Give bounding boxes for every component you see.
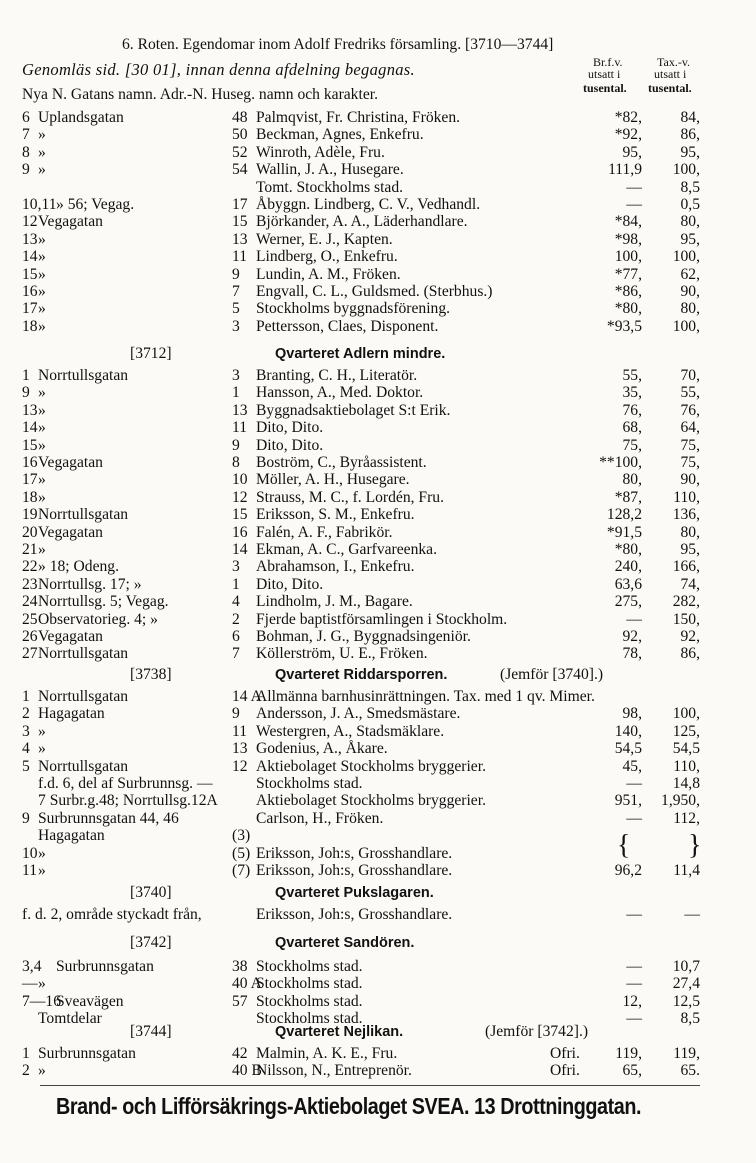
owner-entry: Möller, A. H., Husegare. (256, 471, 410, 489)
street-name: » 56; Vegag. (56, 196, 135, 213)
owner-entry: Lundin, A. M., Fröken. (256, 265, 401, 283)
street-name: Vegagatan (38, 213, 103, 231)
entry-number: 27 (22, 645, 38, 663)
entry-number: 18 (22, 317, 38, 335)
owner-entry: Köllerström, U. E., Fröken. (256, 645, 428, 663)
address-number: 4 (232, 593, 240, 611)
entry-number: 1 (22, 1045, 30, 1062)
value-brfv: — (626, 1010, 642, 1028)
value-taxv: 110, (673, 757, 700, 775)
street-name: » (38, 740, 46, 758)
street-name: » (38, 862, 46, 879)
entry-number: 1 (22, 688, 30, 705)
owner-entry: Aktiebolaget Stockholms bryggerier. (256, 757, 486, 775)
owner-entry: Stockholms stad. (256, 992, 363, 1010)
value-taxv: 92, (680, 628, 700, 645)
value-taxv: 95, (680, 143, 700, 161)
value-taxv: 64, (680, 419, 700, 437)
value-brfv: 35, (622, 384, 642, 402)
entry-number: 9 (22, 809, 30, 827)
street-name: » (38, 419, 46, 437)
address-number: 1 (232, 575, 240, 593)
street-name: Vegagatan (38, 454, 103, 471)
owner-entry: Stockholms byggnadsförening. (256, 300, 451, 318)
entry-number: 12 (22, 213, 38, 231)
value-brfv: 68, (622, 419, 642, 437)
address-number: 11 (232, 419, 248, 437)
value-taxv: 100, (672, 248, 700, 266)
address-number: 17 (232, 196, 248, 213)
owner-entry: Werner, E. J., Kapten. (256, 230, 393, 248)
address-number: 9 (232, 436, 240, 454)
entry-number: 22 (22, 558, 38, 576)
block-note: (Jemför [3740].) (500, 666, 604, 683)
entry-number: 24 (22, 593, 38, 611)
owner-entry: Åbyggn. Lindberg, C. V., Vedhandl. (256, 196, 481, 213)
address-number: 57 (232, 992, 248, 1010)
street-name: Norrtullsg. 5; Vegag. (38, 593, 169, 611)
value-brfv: *93,5 (606, 317, 642, 335)
street-name: » (38, 436, 46, 454)
street-name: Sveavägen (56, 992, 124, 1010)
value-brfv: — (626, 958, 642, 975)
column-header-left: Nya N. Gatans namn. Adr.-N. Huseg. namn och karakter. (22, 86, 378, 103)
value-brfv: — (626, 809, 642, 827)
entry-number: 5 (22, 757, 30, 775)
owner-entry: Strauss, M. C., f. Lordén, Fru. (256, 488, 444, 506)
value-taxv: 119, (673, 1045, 700, 1062)
street-name: » (38, 844, 46, 862)
owner-entry: Beckman, Agnes, Enkefru. (256, 126, 424, 144)
value-brfv: 100, (614, 248, 642, 266)
address-number: 14 (232, 541, 248, 558)
value-taxv: 62, (680, 265, 700, 283)
owner-entry: Byggnadsaktiebolaget S:t Erik. (256, 401, 451, 419)
value-brfv: 98, (622, 705, 642, 723)
footer-advertisement: Brand- och Lifförsäkrings-Aktiebolaget SVEA. 13 Drottninggatan. (56, 1093, 642, 1119)
value-taxv: 84, (680, 109, 700, 126)
address-number: 12 (232, 757, 248, 775)
value-taxv: 95, (680, 541, 700, 558)
owner-entry: Winroth, Adèle, Fru. (256, 143, 385, 161)
street-name: Tomtdelar (38, 1010, 102, 1028)
owner-entry: Godenius, A., Åkare. (256, 740, 388, 758)
street-name: » (38, 384, 46, 402)
address-number: 15 (232, 213, 248, 231)
entry-number: 10,11 (22, 196, 57, 213)
value-taxv: 150, (672, 610, 700, 628)
value-taxv: 80, (680, 300, 700, 318)
value-taxv: 282, (672, 593, 700, 611)
address-number: 5 (232, 300, 240, 318)
address-number: 7 (232, 645, 240, 663)
address-number: 10 (232, 471, 248, 489)
value-brfv: 12, (622, 992, 642, 1010)
column-header-taxv-2: utsatt i (654, 67, 687, 81)
owner-entry: Ekman, A. C., Garfvareenka. (256, 541, 437, 558)
address-number: 40 B (232, 1062, 262, 1080)
owner-entry: Dito, Dito. (256, 419, 324, 437)
street-name: » (38, 975, 46, 993)
street-name: f.d. 6, del af Surbrunnsg. — (38, 775, 213, 792)
value-brfv: *98, (614, 230, 642, 248)
street-name: » (38, 248, 46, 266)
value-brfv: 95, (622, 143, 642, 161)
street-name: » (38, 283, 46, 300)
street-name: » (38, 401, 46, 419)
street-name: Hagagatan (38, 705, 105, 723)
value-taxv: 8,5 (680, 1010, 700, 1028)
owner-entry: Aktiebolaget Stockholms bryggerier. (256, 792, 486, 810)
value-brfv: 55, (622, 367, 642, 384)
address-number: 50 (232, 126, 248, 144)
value-brfv: — (626, 610, 642, 628)
value-taxv: 14,8 (672, 775, 700, 792)
status-entry: Ofri. (550, 1045, 580, 1062)
owner-entry: Eriksson, Joh:s, Grosshandlare. (256, 906, 453, 923)
value-brfv: — (626, 775, 642, 792)
block-title: Qvarteret Pukslagaren. (275, 885, 434, 901)
value-taxv: 100, (672, 705, 700, 723)
value-taxv: 12,5 (672, 992, 700, 1010)
value-brfv: *82, (614, 109, 642, 126)
street-name: Observatorieg. 4; » (38, 610, 158, 628)
address-number: 13 (232, 740, 248, 758)
entry-number: 16 (22, 454, 38, 471)
column-header-brfv: Br.f.v. (593, 55, 623, 69)
address-number: 12 (232, 488, 248, 506)
street-name: Uplandsgatan (38, 109, 124, 126)
owner-entry: Dito, Dito. (256, 575, 324, 593)
street-name: » (38, 488, 46, 506)
value-brfv: 54,5 (614, 740, 642, 758)
value-taxv: 65. (680, 1062, 700, 1080)
value-taxv: 95, (680, 230, 700, 248)
owner-entry: Nilsson, N., Entreprenör. (256, 1062, 412, 1080)
address-number: (5) (232, 844, 251, 862)
owner-entry: Dito, Dito. (256, 436, 324, 454)
entry-number: 18 (22, 488, 38, 506)
value-brfv: 951, (614, 792, 642, 810)
address-number: 16 (232, 523, 248, 541)
entry-number: 15 (22, 265, 38, 283)
owner-entry: Hansson, A., Med. Doktor. (256, 384, 424, 402)
value-brfv: 111,9 (608, 161, 642, 179)
value-brfv: *84, (614, 213, 642, 231)
entry-number: 9 (22, 384, 30, 402)
owner-entry: Andersson, J. A., Smedsmästare. (256, 705, 461, 723)
street-name: » (38, 230, 46, 248)
owner-entry: Engvall, C. L., Guldsmed. (Sterbhus.) (256, 283, 493, 300)
owner-entry: Wallin, J. A., Husegare. (256, 161, 404, 179)
value-taxv: 80, (680, 213, 700, 231)
entry-number: 13 (22, 401, 38, 419)
value-brfv: 128,2 (606, 506, 642, 524)
address-number: 15 (232, 506, 248, 524)
street-name: » (38, 317, 46, 335)
owner-entry: Boström, C., Byråassistent. (256, 454, 427, 471)
value-brfv: 75, (622, 436, 642, 454)
entry-number: 3,4 (22, 958, 42, 975)
address-number: 52 (232, 143, 248, 161)
address-number: 13 (232, 401, 248, 419)
street-name: Vegagatan (38, 628, 103, 645)
address-number: (7) (232, 862, 251, 879)
street-name: » (38, 161, 46, 179)
address-number: 11 (232, 722, 248, 740)
address-number: 9 (232, 705, 240, 723)
owner-entry: Eriksson, Joh:s, Grosshandlare. (256, 844, 453, 862)
owner-entry: Malmin, A. K. E., Fru. (256, 1045, 398, 1062)
value-brfv: — (626, 975, 642, 993)
entry-number: 3 (22, 722, 30, 740)
value-taxv: 55, (680, 384, 700, 402)
value-taxv: 100, (672, 161, 700, 179)
value-brfv: 63,6 (614, 575, 642, 593)
street-name: Surbrunnsgatan (38, 1045, 136, 1062)
entry-number: 2 (22, 705, 30, 723)
street-name: Surbrunnsgatan 44, 46 (38, 809, 179, 827)
entry-number: 7—16 (22, 992, 61, 1010)
value-taxv: 10,7 (672, 958, 700, 975)
page-heading: 6. Roten. Egendomar inom Adolf Fredriks församling. [3710—3744] (122, 36, 554, 53)
address-number: 7 (232, 283, 240, 300)
value-taxv: 80, (680, 523, 700, 541)
address-number: 3 (232, 558, 240, 576)
value-brfv: *80, (614, 541, 642, 558)
value-brfv: 45, (622, 757, 642, 775)
block-title: Qvarteret Adlern mindre. (275, 346, 446, 362)
address-number: (3) (232, 827, 251, 845)
value-brfv: — (626, 196, 642, 213)
owner-entry: Stockholms stad. (256, 1010, 363, 1028)
owner-entry: Eriksson, Joh:s, Grosshandlare. (256, 862, 453, 879)
entry-number: — (22, 975, 38, 993)
value-brfv: — (626, 906, 642, 923)
value-taxv: 136, (672, 506, 700, 524)
column-header-taxv-3: tusental. (648, 81, 692, 95)
owner-entry: Allmänna barnhusinrättningen. Tax. med 1 qv. Mimer. (256, 688, 595, 705)
entry-number: 8 (22, 143, 30, 161)
value-brfv: 80, (622, 471, 642, 489)
value-brfv: 76, (622, 401, 642, 419)
block-number: [3712] (130, 345, 172, 362)
street-name: » (38, 1062, 46, 1080)
value-brfv: *80, (614, 300, 642, 318)
address-number: 8 (232, 454, 240, 471)
value-taxv: 90, (680, 283, 700, 300)
entry-number: 21 (22, 541, 38, 558)
street-name: » (38, 265, 46, 283)
entry-number: 16 (22, 283, 38, 300)
value-taxv: 125, (672, 722, 700, 740)
value-taxv: 86, (680, 126, 700, 144)
owner-entry: Pettersson, Claes, Disponent. (256, 317, 439, 335)
value-taxv: 1,950, (661, 792, 700, 810)
value-taxv: 8,5 (680, 178, 700, 196)
entry-number: 15 (22, 436, 38, 454)
street-name: Norrtullsgatan (38, 688, 129, 705)
entry-number: 9 (22, 161, 30, 179)
address-number: 9 (232, 265, 240, 283)
street-name: Vegagatan (38, 523, 103, 541)
entry-number: 25 (22, 610, 38, 628)
page-subheading: Genomläs sid. [30 01], innan denna afdelning begagnas. (22, 60, 415, 79)
column-header-taxv: Tax.-v. (657, 55, 691, 69)
street-name: 7 Surbr.g.48; Norrtullsg.12A (38, 792, 218, 810)
street-name: » (38, 471, 46, 489)
value-taxv: 0,5 (680, 196, 700, 213)
brace-right: } (688, 830, 702, 861)
entry-number: 1 (22, 367, 30, 384)
address-number: 13 (232, 230, 248, 248)
value-taxv: 112, (673, 809, 700, 827)
block-title: Qvarteret Sandören. (275, 935, 415, 951)
address-number: 40 A (232, 975, 262, 993)
entry-number: 23 (22, 575, 38, 593)
address-number: 54 (232, 161, 248, 179)
entry-number: 17 (22, 300, 38, 318)
block-number: [3740] (130, 884, 172, 901)
block-title: Qvarteret Nejlikan. (275, 1024, 404, 1040)
brace-left: { (617, 830, 631, 861)
status-entry: Ofri. (550, 1062, 580, 1080)
value-brfv: *92, (614, 126, 642, 144)
value-taxv: 70, (680, 367, 700, 384)
value-brfv: — (626, 178, 642, 196)
value-taxv: 110, (673, 488, 700, 506)
address-number: 6 (232, 628, 240, 645)
entry-number: 17 (22, 471, 38, 489)
street-name: » (38, 143, 46, 161)
value-taxv: 75, (680, 454, 700, 471)
street-name: » (38, 541, 46, 558)
entry-number: 4 (22, 740, 30, 758)
entry-number: f. d. 2, område styckadt från, (22, 906, 202, 923)
value-brfv: 140, (614, 722, 642, 740)
entry-number: 7 (22, 126, 30, 144)
entry-number: 20 (22, 523, 38, 541)
entry-number: 14 (22, 419, 38, 437)
value-brfv: *87, (614, 488, 642, 506)
street-name: Norrtullsgatan (38, 645, 129, 663)
value-taxv: — (684, 906, 700, 923)
entry-number: 11 (22, 862, 38, 879)
owner-entry: Falén, A. F., Fabrikör. (256, 523, 393, 541)
owner-entry: Palmqvist, Fr. Christina, Fröken. (256, 109, 461, 126)
block-note: (Jemför [3742].) (485, 1023, 589, 1040)
entry-number: 10 (22, 844, 38, 862)
owner-entry: Branting, C. H., Literatör. (256, 367, 418, 384)
owner-entry: Fjerde baptistförsamlingen i Stockholm. (256, 610, 508, 628)
entry-number: 14 (22, 248, 38, 266)
owner-entry: Carlson, H., Fröken. (256, 809, 384, 827)
street-name: Norrtullsg. 17; » (38, 575, 142, 593)
value-brfv: 275, (614, 593, 642, 611)
owner-entry: Bohman, J. G., Byggnadsingeniör. (256, 628, 471, 645)
value-brfv: 78, (622, 645, 642, 663)
value-taxv: 75, (680, 436, 700, 454)
value-brfv: *91,5 (606, 523, 642, 541)
value-taxv: 90, (680, 471, 700, 489)
address-number: 48 (232, 109, 248, 126)
street-name: » (38, 300, 46, 318)
owner-entry: Stockholms stad. (256, 958, 363, 975)
block-number: [3738] (130, 666, 172, 683)
address-number: 3 (232, 317, 240, 335)
address-number: 38 (232, 958, 248, 975)
value-brfv: **100, (599, 454, 642, 471)
entry-number: 13 (22, 230, 38, 248)
block-number: [3744] (130, 1023, 172, 1040)
owner-entry: Tomt. Stockholms stad. (256, 178, 404, 196)
address-number: 42 (232, 1045, 248, 1062)
block-number: [3742] (130, 934, 172, 951)
column-header-brfv-2: utsatt i (588, 67, 621, 81)
value-brfv: 92, (622, 628, 642, 645)
owner-entry: Björkander, A. A., Läderhandlare. (256, 213, 468, 231)
address-number: 1 (232, 384, 240, 402)
street-name: » (38, 126, 46, 144)
street-name: Norrtullsgatan (38, 367, 129, 384)
address-number: 11 (232, 248, 248, 266)
address-number: 3 (232, 367, 240, 384)
value-taxv: 27,4 (672, 975, 700, 993)
owner-entry: Westergren, A., Stadsmäklare. (256, 722, 445, 740)
owner-entry: Stockholms stad. (256, 775, 363, 792)
value-taxv: 166, (672, 558, 700, 576)
column-header-brfv-3: tusental. (583, 81, 627, 95)
block-title: Qvarteret Riddarsporren. (275, 667, 448, 683)
entry-number: 2 (22, 1062, 30, 1080)
value-brfv: 65, (622, 1062, 642, 1080)
owner-entry: Abrahamson, I., Enkefru. (256, 558, 415, 576)
value-brfv: *86, (614, 283, 642, 300)
value-brfv: 119, (615, 1045, 642, 1062)
owner-entry: Lindholm, J. M., Bagare. (256, 593, 413, 611)
value-taxv: 86, (680, 645, 700, 663)
value-taxv: 11,4 (673, 862, 700, 879)
street-name: » (38, 722, 46, 740)
entry-number: 26 (22, 628, 38, 645)
street-name: Hagagatan (38, 827, 105, 845)
street-name: Norrtullsgatan (38, 506, 129, 524)
street-name: » 18; Odeng. (38, 558, 119, 576)
address-number: 2 (232, 610, 240, 628)
owner-entry: Lindberg, O., Enkefru. (256, 248, 398, 266)
street-name: Norrtullsgatan (38, 757, 129, 775)
value-taxv: 74, (680, 575, 700, 593)
value-taxv: 100, (672, 317, 700, 335)
value-brfv: 240, (614, 558, 642, 576)
footer-rule (40, 1085, 700, 1086)
address-number: 14 A (232, 688, 262, 705)
value-taxv: 54,5 (672, 740, 700, 758)
entry-number: 19 (22, 506, 38, 524)
value-taxv: 76, (680, 401, 700, 419)
owner-entry: Stockholms stad. (256, 975, 363, 993)
street-name: Surbrunnsgatan (56, 958, 154, 975)
value-brfv: *77, (614, 265, 642, 283)
owner-entry: Eriksson, S. M., Enkefru. (256, 506, 415, 524)
value-brfv: 96,2 (614, 862, 642, 879)
entry-number: 6 (22, 109, 30, 126)
